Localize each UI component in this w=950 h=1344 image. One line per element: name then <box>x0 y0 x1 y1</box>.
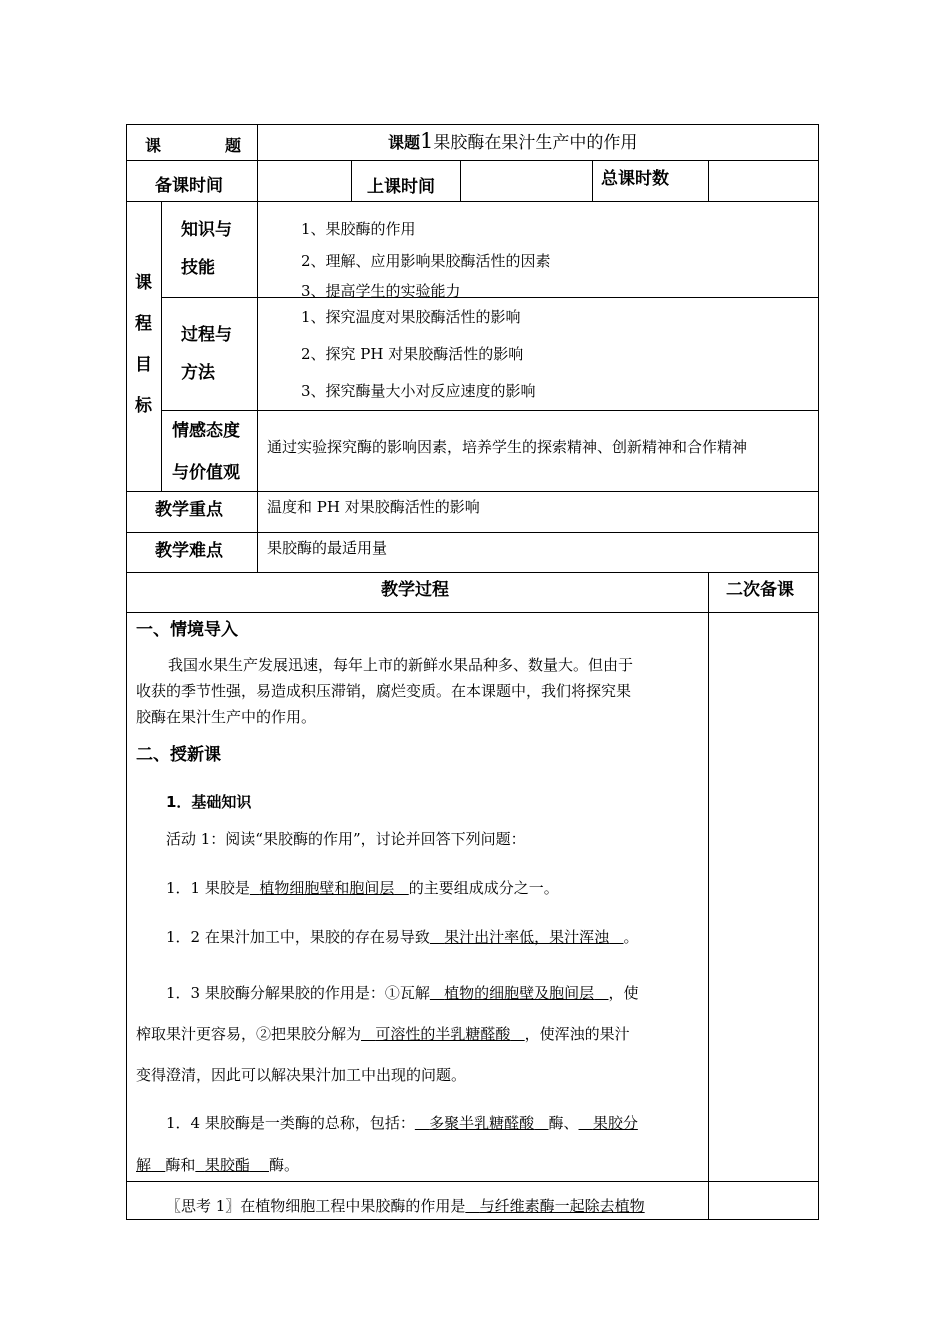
table-border-top <box>126 124 819 125</box>
row-line <box>126 532 819 533</box>
answer-blank: 植物细胞壁和胞间层 <box>259 879 395 897</box>
knowledge-item: 3、提高学生的实验能力 <box>301 282 461 300</box>
table-border-left <box>126 124 127 1219</box>
process-item: 1、探究温度对果胶酶活性的影响 <box>301 308 521 326</box>
class-time-label: 上课时间 <box>367 177 435 197</box>
difficulty-text: 果胶酶的最适用量 <box>267 539 388 557</box>
col-line <box>257 124 258 572</box>
process-item: 3、探究酶量大小对反应速度的影响 <box>301 382 536 400</box>
think-question-1: 〖思考 1〗在植物细胞工程中果胶酶的作用是 与纤维素酶一起除去植物 <box>166 1197 645 1215</box>
col-line <box>708 160 709 201</box>
question-3: 1．3 果胶酶分解果胶的作用是：①瓦解 植物的细胞壁及胞间层 ，使 榨取果汁更容易，②把果胶分解为 可溶性的半乳糖醛酸 ，使浑浊的果汁 变得澄清，因此可以解决果汁加工中出现的问题。 <box>136 984 639 1084</box>
row-line <box>161 410 819 411</box>
process-items <box>301 299 536 410</box>
table-border-bottom <box>126 1219 819 1220</box>
section1-paragraph: 我国水果生产发展迅速，每年上市的新鲜水果品种多、数量大。但由于 收获的季节性强，易造成积压滞销，腐烂变质。在本课题中，我们将探究果 胶酶在果汁生产中的作用。 <box>136 656 634 726</box>
process-item: 2、探究 PH 对果胶酶活性的影响 <box>301 345 524 363</box>
question-1: 1．1 果胶是 植物细胞壁和胞间层 的主要组成成分之一。 <box>166 879 559 897</box>
col-line <box>351 160 352 201</box>
process-label: 过程与 方法 <box>181 325 232 383</box>
row-line <box>126 201 819 202</box>
attitude-text: 通过实验探究酶的影响因素，培养学生的探索精神、创新精神和合作精神 <box>267 438 748 456</box>
row-line <box>126 572 819 573</box>
topic-title <box>388 128 637 153</box>
activity-text: 活动 1：阅读“果胶酶的作用”，讨论并回答下列问题： <box>166 830 526 848</box>
answer-blank: 果胶分 <box>592 1114 638 1132</box>
attitude-label: 情感态度 与价值观 <box>172 421 240 483</box>
answer-blank: 解 <box>136 1156 152 1174</box>
answer-blank: 果胶酯 <box>204 1156 250 1174</box>
section2-heading: 二、授新课 <box>136 745 221 765</box>
question-2: 1．2 在果汁加工中，果胶的存在易导致 果汁出汁率低，果汁浑浊 。 <box>166 928 639 946</box>
total-hours-label: 总课时数 <box>601 169 669 189</box>
section2-subheading: 1．基础知识 <box>166 793 252 811</box>
teaching-process-header: 教学过程 <box>381 580 449 600</box>
row-line <box>126 160 819 161</box>
answer-blank: 植物的细胞壁及胞间层 <box>444 984 595 1002</box>
prep-time-label: 备课时间 <box>155 176 223 196</box>
second-prep-header: 二次备课 <box>726 580 794 600</box>
topic-prefix: 课题 <box>388 133 421 152</box>
knowledge-item: 1、果胶酶的作用 <box>301 220 416 238</box>
difficulty-label: 教学难点 <box>155 541 223 561</box>
knowledge-items <box>301 213 551 307</box>
knowledge-item: 2、理解、应用影响果胶酶活性的因素 <box>301 252 551 270</box>
col-line <box>708 572 709 1219</box>
key-point-label: 教学重点 <box>155 500 223 520</box>
question-4: 1．4 果胶酶是一类酶的总称，包括： 多聚半乳糖醛酸 酶、 果胶分 解 酶和 果胶酯 酶。 <box>136 1114 638 1174</box>
section1-heading: 一、情境导入 <box>136 620 238 640</box>
answer-blank: 与纤维素酶一起除去植物 <box>479 1197 645 1215</box>
table-border-right <box>818 124 819 1219</box>
row-line <box>126 612 819 613</box>
topic-rest: 果胶酶在果汁生产中的作用 <box>433 133 638 153</box>
topic-label: 课 题 <box>145 136 241 155</box>
knowledge-label: 知识与 技能 <box>181 220 232 278</box>
col-line <box>161 201 162 491</box>
col-line <box>460 160 461 201</box>
col-line <box>592 160 593 201</box>
objectives-group-label: 课 程 目 标 <box>135 273 152 416</box>
answer-blank: 果汁出汁率低，果汁浑浊 <box>444 928 610 946</box>
answer-blank: 可溶性的半乳糖醛酸 <box>375 1025 511 1043</box>
key-point-text: 温度和 PH 对果胶酶活性的影响 <box>267 498 480 516</box>
answer-blank: 多聚半乳糖醛酸 <box>429 1114 535 1132</box>
topic-number: 1 <box>420 129 434 153</box>
